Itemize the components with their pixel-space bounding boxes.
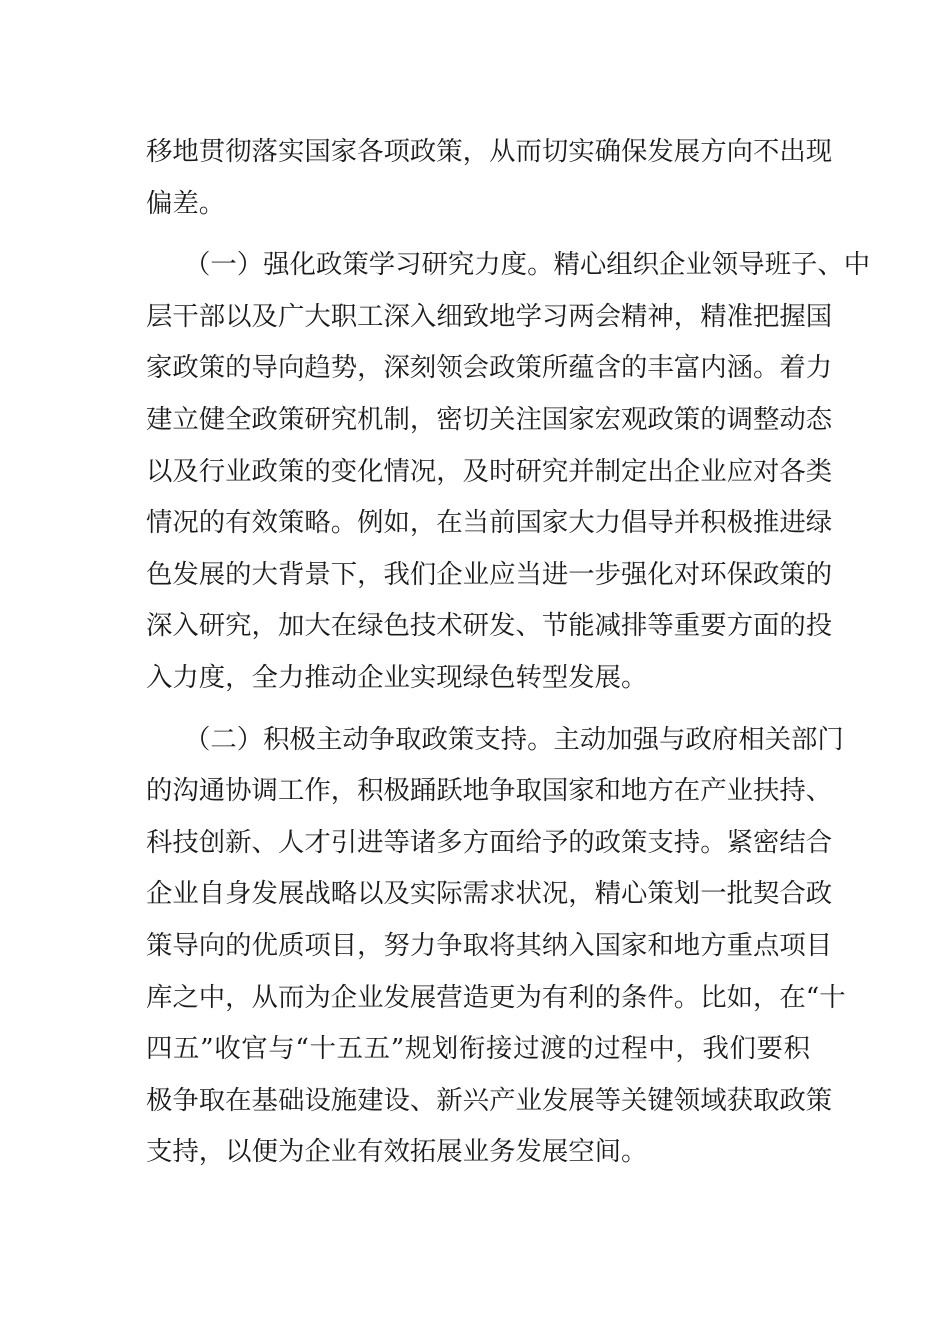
- text-line: （二）积极主动争取政策支持。主动加强与政府相关部门: [184, 723, 844, 755]
- text-line: 库之中，从而为企业发展营造更为有利的条件。比如，在“十: [146, 981, 846, 1013]
- document-body: [146, 126, 871, 1178]
- text-line: 企业自身发展战略以及实际需求状况，精心策划一批契合政: [146, 878, 833, 910]
- paragraph-gap: [146, 229, 810, 239]
- text-line: 移地贯彻落实国家各项政策，从而切实确保发展方向不出现: [146, 136, 833, 167]
- text-line: 策导向的优质项目，努力争取将其纳入国家和地方重点项目: [146, 929, 833, 961]
- text-line: 支持，以便为企业有效拓展业务发展空间。: [146, 1136, 648, 1168]
- text-line: 情况的有效策略。例如，在当前国家大力倡导并积极推进绿: [146, 507, 833, 539]
- paragraph-gap: [146, 704, 810, 714]
- paragraph: [146, 126, 833, 229]
- text-line: 家政策的导向趋势，深刻领会政策所蕴含的丰富内涵。着力: [146, 352, 833, 384]
- text-line: 偏差。: [146, 187, 226, 219]
- text-line: 四五”收官与“十五五”规划衔接过渡的过程中，我们要积: [146, 1033, 810, 1065]
- text-line: 极争取在基础设施建设、新兴产业发展等关键领域获取政策: [146, 1084, 833, 1116]
- paragraph: [146, 239, 871, 703]
- text-line: 科技创新、人才引进等诸多方面给予的政策支持。紧密结合: [146, 826, 833, 858]
- text-line: 入力度，全力推动企业实现绿色转型发展。: [146, 661, 648, 693]
- text-line: 以及行业政策的变化情况，及时研究并制定出企业应对各类: [146, 455, 833, 487]
- text-line: 色发展的大背景下，我们企业应当进一步强化对环保政策的: [146, 558, 833, 590]
- text-line: 层干部以及广大职工深入细致地学习两会精神，精准把握国: [146, 300, 833, 332]
- paragraph: [146, 714, 846, 1178]
- text-line: 建立健全政策研究机制，密切关注国家宏观政策的调整动态: [146, 403, 833, 435]
- text-line: 深入研究，加大在绿色技术研发、节能减排等重要方面的投: [146, 610, 833, 642]
- text-line: 的沟通协调工作，积极踊跃地争取国家和地方在产业扶持、: [146, 775, 833, 807]
- text-line: （一）强化政策学习研究力度。精心组织企业领导班子、中: [184, 249, 871, 281]
